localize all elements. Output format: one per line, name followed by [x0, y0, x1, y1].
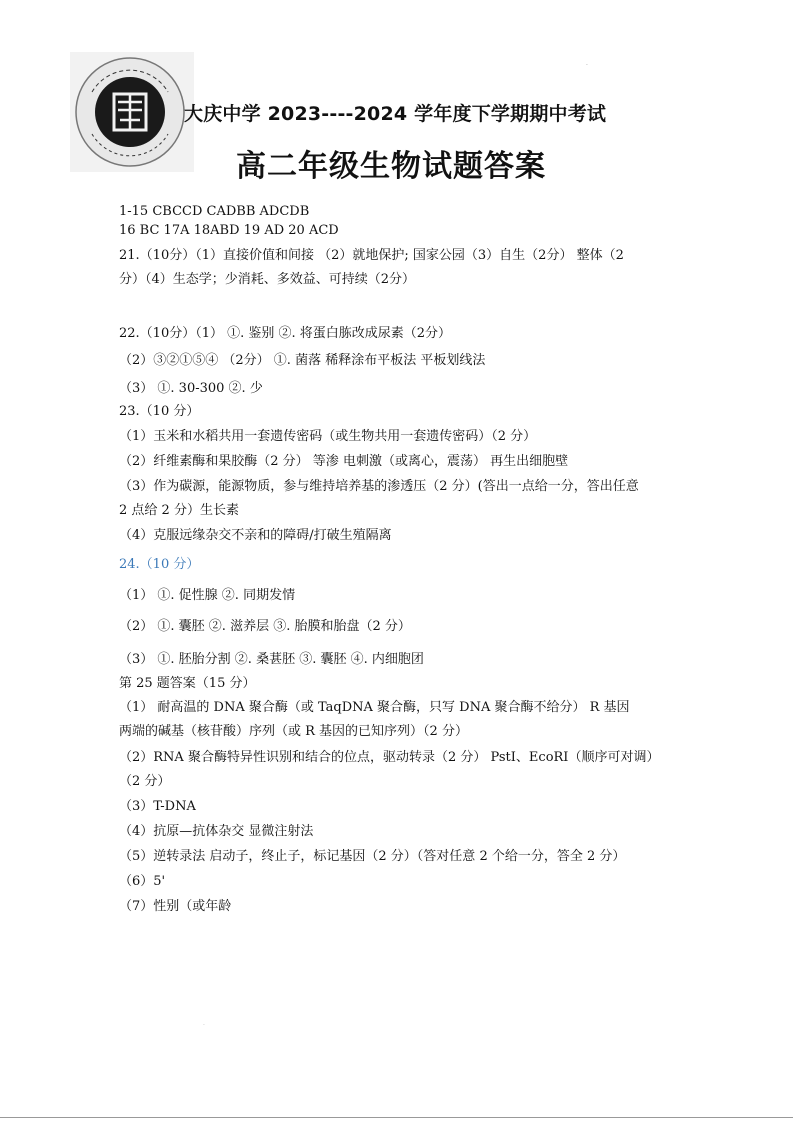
q25-answer-line-9: （7）性别（或年龄	[119, 899, 232, 914]
q25-heading: 第 25 题答案（15 分）	[119, 676, 256, 691]
mc-answers-16-20: 16 BC 17A 18ABD 19 AD 20 ACD	[119, 223, 339, 238]
q23-answer-line-5: （4）克服远缘杂交不亲和的障碍/打破生殖隔离	[119, 528, 392, 543]
q25-answer-line-4: （2 分）	[119, 774, 171, 789]
q24-answer-line-3: （3） ①. 胚胎分割 ②. 桑葚胚 ③. 囊胚 ④. 内细胞团	[119, 652, 424, 667]
q25-answer-line-2: 两端的碱基（核苷酸）序列（或 R 基因的已知序列）（2 分）	[119, 724, 468, 739]
q22-answer-line-2: （2）③②①⑤④ （2分） ①. 菌落 稀释涂布平板法 平板划线法	[119, 353, 486, 368]
q23-answer-line-1: （1）玉米和水稻共用一套遗传密码（或生物共用一套遗传密码）（2 分）	[119, 429, 537, 444]
scan-speck: ·	[586, 62, 588, 69]
school-exam-title: 大庆中学 2023----2024 学年度下学期期中考试	[184, 103, 607, 125]
q23-answer-line-2: （2）纤维素酶和果胶酶（2 分） 等渗 电刺激（或离心，震荡） 再生出细胞壁	[119, 454, 569, 469]
school-seal-logo	[70, 52, 194, 172]
q23-heading: 23.（10 分）	[119, 404, 200, 419]
q21-answer-line-2: 分）（4）生态学；少消耗、多效益、可持续（2分）	[119, 272, 416, 287]
q25-answer-line-6: （4）抗原—抗体杂交 显微注射法	[119, 824, 314, 839]
q25-answer-line-8: （6）5'	[119, 874, 166, 889]
q25-answer-line-5: （3）T-DNA	[119, 799, 196, 814]
mc-answers-1-15: 1-15 CBCCD CADBB ADCDB	[119, 204, 310, 219]
q22-answer-line-1: 22.（10分）（1） ①. 鉴别 ②. 将蛋白胨改成尿素（2分）	[119, 326, 452, 341]
q24-heading: 24.（10 分）	[119, 557, 200, 572]
q25-answer-line-1: （1） 耐高温的 DNA 聚合酶（或 TaqDNA 聚合酶，只写 DNA 聚合酶不给分） R 基因	[119, 700, 630, 715]
q21-answer-line-1: 21.（10分）（1）直接价值和间接 （2）就地保护; 国家公园（3）自生（2分） 整体（2	[119, 248, 624, 263]
seal-emblem-icon	[70, 52, 194, 172]
q22-answer-line-3: （3） ①. 30-300 ②. 少	[119, 381, 263, 396]
scan-speck: ·	[203, 1022, 205, 1029]
q23-answer-line-4: 2 点给 2 分）生长素	[119, 503, 239, 518]
page-title: 高二年级生物试题答案	[236, 149, 546, 184]
q23-answer-line-3: （3）作为碳源，能源物质，参与维持培养基的渗透压（2 分）(答出一点给一分，答出任意	[119, 479, 639, 494]
q25-answer-line-3: （2）RNA 聚合酶特异性识别和结合的位点，驱动转录（2 分） PstI、EcoRI（顺序可对调）	[119, 750, 660, 765]
page-bottom-divider	[0, 1117, 793, 1118]
q24-answer-line-2: （2） ①. 囊胚 ②. 滋养层 ③. 胎膜和胎盘（2 分）	[119, 619, 411, 634]
q25-answer-line-7: （5）逆转录法 启动子，终止子，标记基因（2 分）（答对任意 2 个给一分，答全 2 分）	[119, 849, 626, 864]
q24-answer-line-1: （1） ①. 促性腺 ②. 同期发情	[119, 588, 296, 603]
